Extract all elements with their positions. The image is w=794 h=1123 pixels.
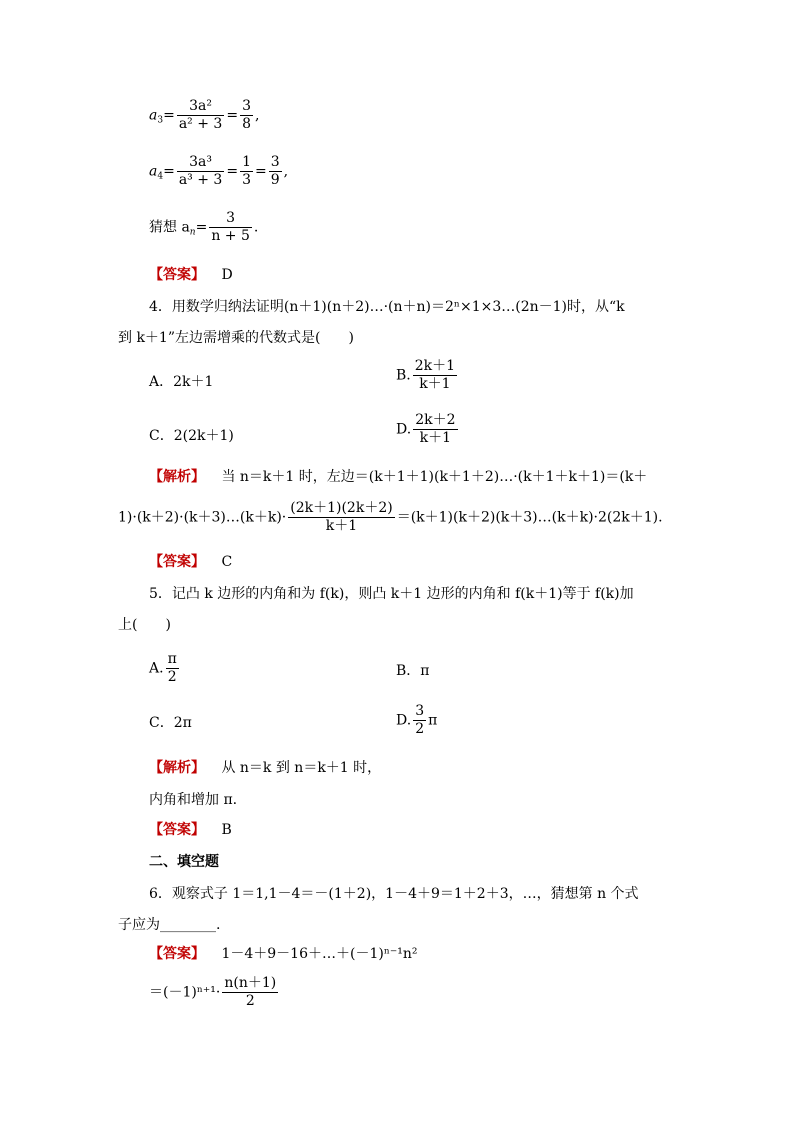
q4-option-b-fraction	[413, 358, 457, 393]
q4-option-d-label: D.	[396, 421, 412, 438]
a4-fraction-1	[177, 154, 225, 189]
q4-option-b-label: B.	[396, 367, 411, 384]
answer-value: D	[221, 267, 233, 283]
a4-eq: =	[163, 163, 175, 180]
answer-tag: 【答案】	[149, 822, 205, 838]
a3-sub: 3	[157, 115, 164, 126]
a3-f2-num: 3	[242, 98, 251, 114]
a4-f1-num: 3a³	[177, 154, 225, 172]
q6-line-2: 子应为________.	[118, 917, 221, 933]
q4-analysis-line-2	[118, 500, 663, 535]
equation-a4	[149, 154, 288, 189]
answer-value: B	[221, 822, 232, 838]
a3-eq: =	[163, 107, 175, 124]
a4-eq2: =	[226, 163, 239, 180]
q5-line-1: 5．记凸 k 边形的内角和为 f(k)，则凸 k＋1 边形的内角和 f(k＋1)等于 f(k)加	[149, 586, 634, 602]
q5-option-d	[396, 703, 437, 738]
q5-option-a-den: 2	[167, 669, 177, 685]
guess-text: 猜想 a	[149, 219, 190, 236]
q6-answer-fraction	[222, 975, 278, 1010]
q5-analysis-line-2: 内角和增加 π.	[149, 792, 238, 808]
guess-sub: n	[189, 227, 196, 238]
q4-line-1: 4．用数学归纳法证明(n＋1)(n＋2)…·(n＋n)＝2ⁿ×1×3…(2n－1)时，从“k	[149, 299, 625, 315]
q5-option-a-num: π	[167, 651, 177, 667]
q4-option-a: A．2k＋1	[149, 374, 214, 390]
q6-answer-num: n(n＋1)	[224, 975, 277, 991]
q4-analysis-text-2b: ＝(k＋1)(k＋2)(k＋3)…(k＋k)·2(2k＋1).	[396, 509, 663, 526]
q5-option-b: B．π	[396, 663, 430, 679]
q5-analysis-line-1	[149, 757, 381, 777]
q5-option-a-fraction	[166, 651, 179, 686]
answer-tag: 【答案】	[149, 946, 205, 962]
q4-analysis-text-2a: 1)·(k＋2)·(k＋3)…(k＋k)·	[118, 509, 287, 526]
guess-den: n + 5	[211, 228, 250, 244]
a4-f2-num: 1	[242, 154, 251, 170]
answer-q3	[149, 264, 233, 284]
guess-num: 3	[209, 210, 252, 228]
q4-option-b-num: 2k＋1	[414, 358, 456, 374]
q5-option-d-num: 3	[415, 703, 425, 719]
q4-option-d	[396, 412, 460, 447]
q6-answer-den: 2	[245, 993, 255, 1009]
answer-tag: 【答案】	[149, 554, 205, 570]
q4-analysis-den: k＋1	[325, 518, 358, 534]
guess-line	[149, 210, 258, 245]
q5-analysis-text-1: 从 n＝k 到 n＝k＋1 时，	[221, 760, 382, 776]
guess-fraction	[209, 210, 252, 245]
q4-analysis-num: (2k＋1)(2k＋2)	[290, 500, 393, 516]
q6-answer-line-1	[149, 943, 418, 963]
q6-line-1: 6．观察式子 1＝1,1－4＝－(1＋2)，1－4＋9＝1＋2＋3，…，猜想第 n 个式	[149, 886, 639, 902]
q4-option-d-den: k＋1	[419, 430, 452, 446]
q4-option-d-num: 2k＋2	[415, 412, 456, 428]
answer-q5	[149, 819, 232, 839]
q5-option-a	[149, 651, 181, 686]
section-title: 二、填空题	[149, 854, 219, 870]
a4-f1-den: a³ + 3	[178, 172, 223, 188]
a4-eq3: =	[254, 163, 267, 180]
a4-f3-num: 3	[270, 154, 280, 170]
q4-option-b-den: k＋1	[419, 376, 451, 392]
q4-option-c: C．2(2k＋1)	[149, 428, 234, 444]
q4-line-2: 到 k＋1”左边需增乘的代数式是( )	[118, 330, 354, 346]
a4-f3-den: 9	[270, 172, 280, 188]
q5-line-2: 上( )	[118, 617, 171, 633]
guess-tail: .	[253, 219, 259, 236]
answer-q4	[149, 551, 232, 571]
q5-option-d-tail: π	[428, 712, 438, 729]
answer-tag: 【答案】	[149, 267, 205, 283]
a4-fraction-2	[240, 154, 253, 189]
a4-fraction-3	[269, 154, 282, 189]
q6-answer-text-2a: ＝(－1)ⁿ⁺¹·	[149, 984, 221, 1001]
q4-option-b	[396, 358, 459, 393]
q6-answer-line-2	[149, 975, 280, 1010]
a3-f2-den: 8	[242, 116, 251, 132]
a3-eq2: =	[226, 107, 239, 124]
a3-tail: ,	[254, 107, 260, 124]
q4-analysis-fraction	[288, 500, 394, 535]
q5-option-a-label: A.	[149, 660, 164, 677]
q5-option-c: C．2π	[149, 715, 192, 731]
a3-lhs: a	[149, 107, 158, 124]
q5-option-d-den: 2	[415, 721, 425, 737]
analysis-tag: 【解析】	[149, 760, 205, 776]
guess-eq: =	[195, 219, 208, 236]
a4-f2-den: 3	[242, 172, 251, 188]
a4-lhs: a	[149, 163, 158, 180]
q4-analysis-text-1: 当 n＝k＋1 时，左边＝(k＋1＋1)(k＋1＋2)…·(k＋1＋k＋1)＝(k＋	[221, 469, 648, 485]
q4-option-d-fraction	[413, 412, 457, 447]
a3-fraction-1	[177, 98, 225, 133]
a3-fraction-2	[240, 98, 253, 133]
q6-answer-text-1: 1－4＋9－16＋…＋(－1)ⁿ⁻¹n²	[221, 946, 418, 962]
analysis-tag: 【解析】	[149, 469, 205, 485]
q4-analysis-line-1	[149, 466, 647, 486]
equation-a3	[149, 98, 259, 133]
a4-tail: ,	[283, 163, 289, 180]
q5-option-d-fraction	[413, 703, 426, 738]
answer-value: C	[221, 554, 233, 570]
a3-f1-num: 3a²	[177, 98, 225, 116]
a4-sub: 4	[157, 171, 164, 182]
q5-option-d-label: D.	[396, 712, 412, 729]
a3-f1-den: a² + 3	[178, 116, 223, 132]
